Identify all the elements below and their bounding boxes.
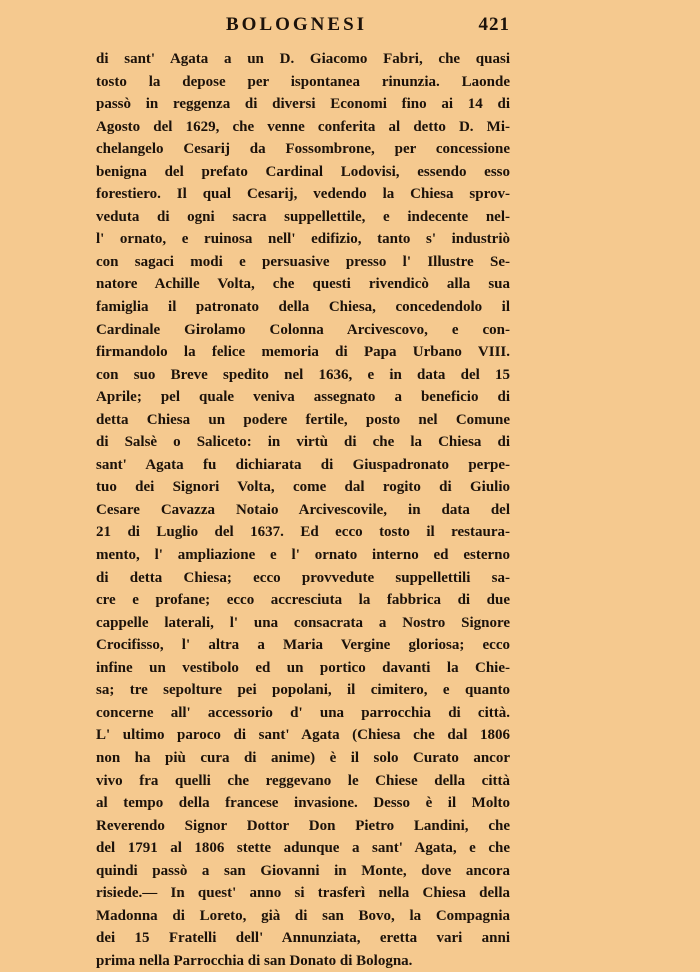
text-line: Cesare Cavazza Notaio Arcivescovile, in data del xyxy=(96,501,510,518)
text-line: prima nella Parrocchia di san Donato di Bologna. xyxy=(96,952,413,969)
text-line: vivo fra quelli che reggevano le Chiese della città xyxy=(96,772,510,789)
text-line: sa; tre sepolture pei popolani, il cimitero, e quanto xyxy=(96,682,510,699)
text-line: al tempo della francese invasione. Desso è il Molto xyxy=(96,795,510,812)
text-line: firmandolo la felice memoria di Papa Urbano VIII. xyxy=(96,344,510,361)
text-line: natore Achille Volta, che questi rivendicò alla sua xyxy=(96,276,510,293)
running-title: BOLOGNESI xyxy=(226,14,368,35)
text-line: passò in reggenza di diversi Economi fino ai 14 di xyxy=(96,96,510,113)
text-line: con suo Breve spedito nel 1636, e in data del 15 xyxy=(96,366,510,383)
text-line: di Salsè o Saliceto: in virtù di che la Chiesa di xyxy=(96,434,510,451)
text-line: Madonna di Loreto, già di san Bovo, la Compagnia xyxy=(96,907,510,924)
text-line: Reverendo Signor Dottor Don Pietro Landini, che xyxy=(96,817,510,834)
text-line: infine un vestibolo ed un portico davanti la Chie- xyxy=(96,659,510,676)
body-text xyxy=(96,48,510,972)
text-line: famiglia il patronato della Chiesa, concedendolo il xyxy=(96,299,510,316)
text-line: tuo dei Signori Volta, come dal rogito di Giulio xyxy=(96,479,510,496)
text-line: mento, l' ampliazione e l' ornato interno ed esterno xyxy=(96,547,510,564)
text-line: 21 di Luglio del 1637. Ed ecco tosto il restaura- xyxy=(96,524,510,541)
text-line: di detta Chiesa; ecco provvedute suppellettili sa- xyxy=(96,569,510,586)
text-line: benigna del prefato Cardinal Lodovisi, essendo esso xyxy=(96,163,510,180)
text-line: Aprile; pel quale veniva assegnato a beneficio di xyxy=(96,389,510,406)
running-head xyxy=(96,14,510,42)
text-line: forestiero. Il qual Cesarij, vedendo la Chiesa sprov- xyxy=(96,186,510,203)
text-line: l' ornato, e ruinosa nell' edifizio, tanto s' industriò xyxy=(96,231,510,248)
text-line: risiede.— In quest' anno si trasferì nella Chiesa della xyxy=(96,885,510,902)
text-line: di sant' Agata a un D. Giacomo Fabri, che quasi xyxy=(96,51,510,67)
text-line: dei 15 Fratelli dell' Annunziata, eretta vari anni xyxy=(96,930,510,947)
text-line: del 1791 al 1806 stette adunque a sant' Agata, e che xyxy=(96,840,510,857)
text-line: non ha più cura di anime) è il solo Curato ancor xyxy=(96,749,510,766)
text-line: concerne all' accessorio d' una parrocchia di città. xyxy=(96,704,510,721)
text-line: cre e profane; ecco accresciuta la fabbrica di due xyxy=(96,592,510,609)
text-line: Crocifisso, l' altra a Maria Vergine gloriosa; ecco xyxy=(96,637,510,654)
text-line: L' ultimo paroco di sant' Agata (Chiesa che dal 1806 xyxy=(96,727,510,744)
text-line: Agosto del 1629, che venne conferita al detto D. Mi- xyxy=(96,118,510,135)
text-line: detta Chiesa un podere fertile, posto nel Comune xyxy=(96,411,510,428)
text-line: tosto la depose per ispontanea rinunzia. Laonde xyxy=(96,73,510,90)
text-line: cappelle laterali, l' una consacrata a Nostro Signore xyxy=(96,614,510,631)
text-line: con sagaci modi e persuasive presso l' Illustre Se- xyxy=(96,253,510,270)
text-line: chelangelo Cesarij da Fossombrone, per concessione xyxy=(96,141,510,158)
text-line: veduta di ogni sacra suppellettile, e indecente nel- xyxy=(96,208,510,225)
page-number: 421 xyxy=(478,14,510,35)
text-line: quindi passò a san Giovanni in Monte, dove ancora xyxy=(96,862,510,879)
text-line: sant' Agata fu dichiarata di Giuspadronato perpe- xyxy=(96,456,510,473)
text-line: Cardinale Girolamo Colonna Arcivescovo, e con- xyxy=(96,321,510,338)
